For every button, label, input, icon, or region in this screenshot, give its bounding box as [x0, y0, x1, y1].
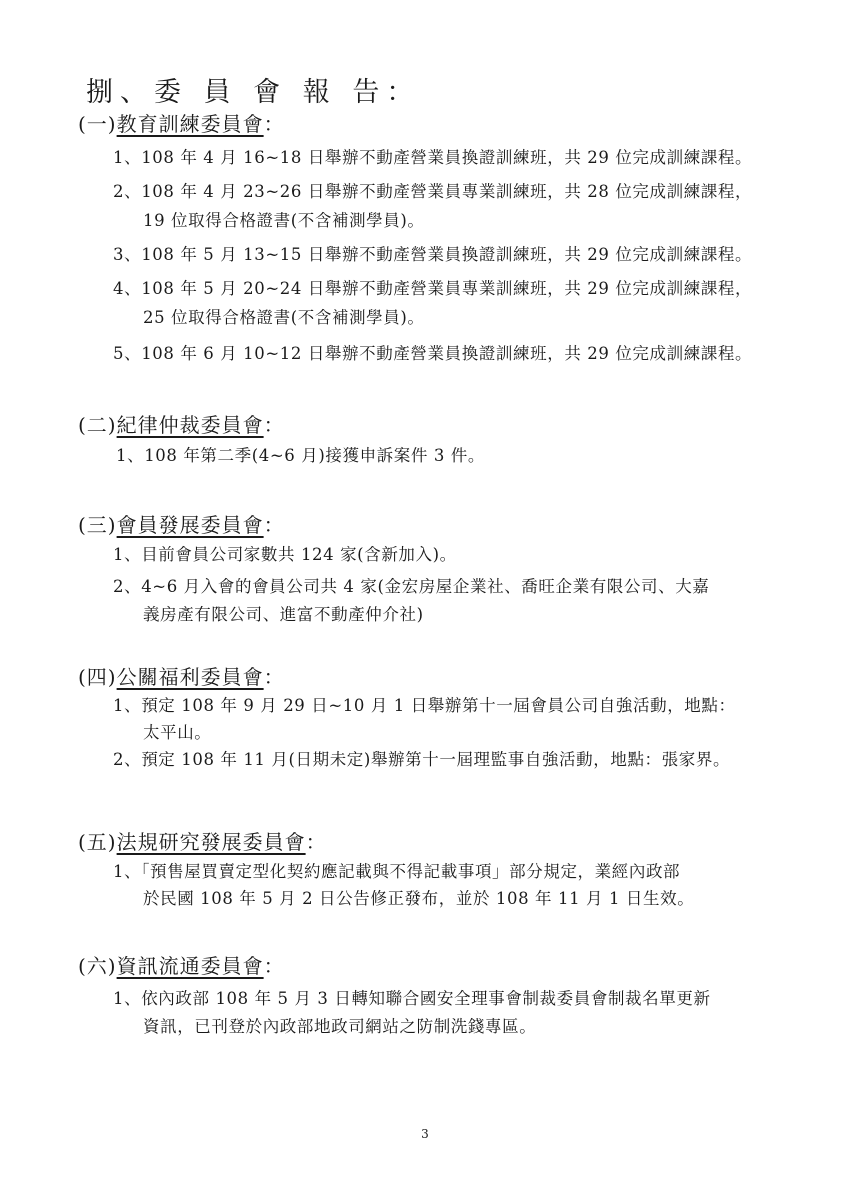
- section-heading-public-relations: [78, 661, 285, 690]
- section-colon: ：: [305, 830, 327, 854]
- list-item: 1、目前會員公司家數共 124 家(含新加入)。: [113, 545, 457, 564]
- list-item: 2、預定 108 年 11 月(日期未定)舉辦第十一屆理監事自強活動，地點：張家界。: [113, 750, 731, 769]
- section-heading-discipline: [78, 409, 285, 438]
- section-heading-information: [78, 950, 285, 979]
- page-number: 3: [421, 1127, 429, 1141]
- list-item: 1、預定 108 年 9 月 29 日~10 月 1 日舉辦第十一屆會員公司自強活動，地點：: [113, 696, 736, 715]
- section-colon: ：: [263, 954, 285, 978]
- list-item: 1、「預售屋買賣定型化契約應記載與不得記載事項」部分規定，業經內政部: [113, 862, 681, 881]
- list-item-continuation: 資訊，已刊登於內政部地政司網站之防制洗錢專區。: [143, 1017, 537, 1036]
- section-number: (二): [78, 413, 117, 437]
- section-colon: ：: [263, 413, 285, 437]
- section-colon: ：: [263, 112, 285, 136]
- section-number: (一): [78, 112, 117, 136]
- section-name: 資訊流通委員會: [116, 954, 264, 978]
- section-name: 會員發展委員會: [116, 513, 264, 537]
- list-item: 1、依內政部 108 年 5 月 3 日轉知聯合國安全理事會制裁委員會制裁名單更新: [113, 989, 711, 1008]
- section-number: (五): [78, 830, 117, 854]
- list-item: 1、108 年第二季(4~6 月)接獲申訴案件 3 件。: [116, 446, 485, 465]
- list-item: 1、108 年 4 月 16~18 日舉辦不動產營業員換證訓練班，共 29 位完成訓練課程。: [113, 148, 753, 167]
- section-heading-education: [78, 108, 285, 137]
- list-item: 2、108 年 4 月 23~26 日舉辦不動產營業員專業訓練班，共 28 位完成訓練課程，: [113, 182, 753, 201]
- list-item-continuation: 太平山。: [143, 723, 212, 742]
- list-item: 2、4~6 月入會的會員公司共 4 家(金宏房屋企業社、喬旺企業有限公司、大嘉: [113, 577, 710, 596]
- list-item: 5、108 年 6 月 10~12 日舉辦不動產營業員換證訓練班，共 29 位完成訓練課程。: [113, 344, 753, 363]
- list-item: 3、108 年 5 月 13~15 日舉辦不動產營業員換證訓練班，共 29 位完成訓練課程。: [113, 245, 753, 264]
- section-number: (四): [78, 665, 117, 689]
- section-name: 公關福利委員會: [116, 665, 264, 689]
- section-number: (六): [78, 954, 117, 978]
- list-item-continuation: 25 位取得合格證書(不含補測學員)。: [143, 308, 425, 327]
- section-name: 法規研究發展委員會: [116, 830, 306, 854]
- section-name: 紀律仲裁委員會: [116, 413, 264, 437]
- list-item-continuation: 於民國 108 年 5 月 2 日公告修正發布，並於 108 年 11 月 1 日生效。: [143, 889, 695, 908]
- list-item-continuation: 19 位取得合格證書(不含補測學員)。: [143, 211, 425, 230]
- section-name: 教育訓練委員會: [116, 112, 264, 136]
- section-colon: ：: [263, 513, 285, 537]
- list-item-continuation: 義房產有限公司、進富不動產仲介社): [143, 605, 424, 624]
- page-title: 捌、委 員 會 報 告：: [86, 77, 421, 108]
- section-colon: ：: [263, 665, 285, 689]
- section-heading-membership: [78, 509, 285, 538]
- list-item: 4、108 年 5 月 20~24 日舉辦不動產營業員專業訓練班，共 29 位完成訓練課程，: [113, 279, 753, 298]
- section-heading-regulations: [78, 826, 327, 855]
- section-number: (三): [78, 513, 117, 537]
